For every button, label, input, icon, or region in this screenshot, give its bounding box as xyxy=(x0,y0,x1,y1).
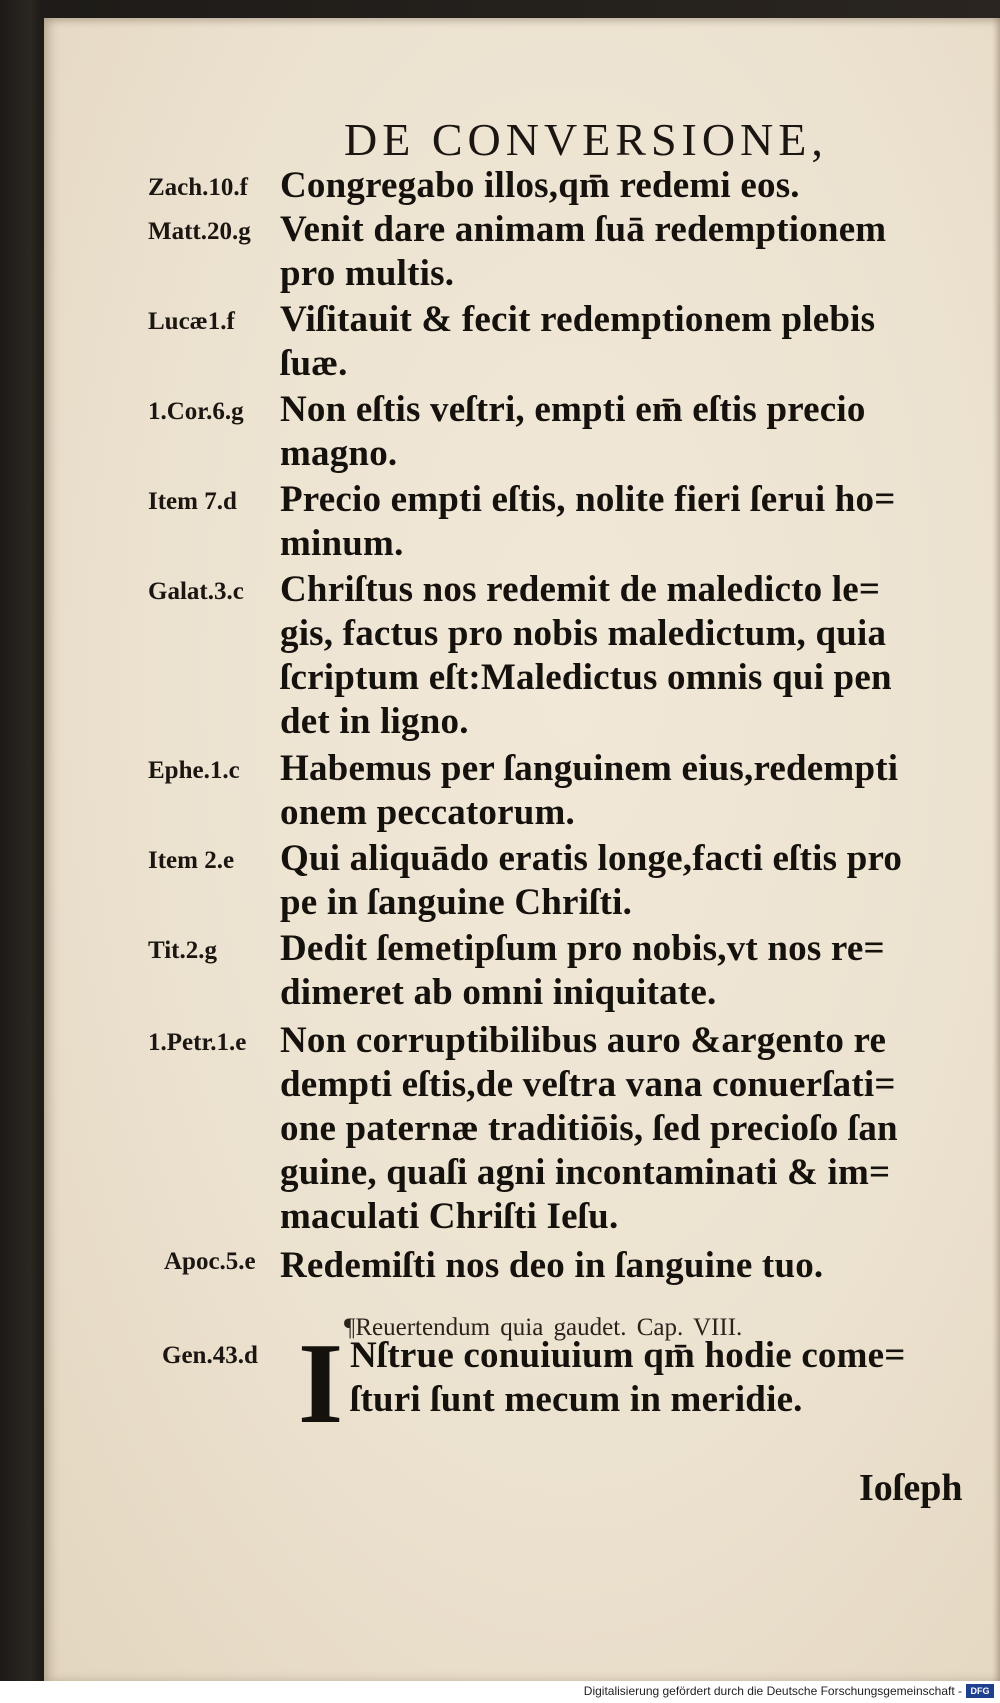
verse-text xyxy=(280,1019,980,1239)
verse-line: Dedit ſemetipſum pro nobis,vt nos re= xyxy=(280,928,885,969)
verse-line: Congregabo illos,qm̄ redemi eos. xyxy=(280,165,800,206)
verse-line: det in ligno. xyxy=(280,701,469,742)
verse-line: maculati Chriſti Ieſu. xyxy=(280,1196,619,1237)
verse-line: Nſtrue conuiuium qm̄ hodie come= xyxy=(350,1335,906,1376)
verse-text xyxy=(350,1334,1000,1422)
verse-text xyxy=(280,1244,980,1288)
verse-line: Precio empti eſtis, nolite fieri ſerui ho= xyxy=(280,479,896,520)
marginal-reference: Item 7.d xyxy=(148,488,237,515)
verse-line: pe in ſanguine Chriſti. xyxy=(280,882,633,923)
running-header: DE CONVERSIONE, xyxy=(344,114,828,165)
verse-line: onem peccatorum. xyxy=(280,792,576,833)
verse-line: gis, factus pro nobis maledictum, quia xyxy=(280,613,887,654)
verse-line: guine, quaſi agni incontaminati & im= xyxy=(280,1152,891,1193)
verse-line: magno. xyxy=(280,433,398,474)
marginal-reference: Gen.43.d xyxy=(162,1342,258,1369)
funding-footer: Digitalisierung gefördert durch die Deutsche Forschungsgemeinschaft - xyxy=(583,1684,962,1698)
verse-text xyxy=(280,164,980,208)
marginal-reference: Galat.3.c xyxy=(148,578,244,605)
verse-line: Redemiſti nos deo in ſanguine tuo. xyxy=(280,1245,824,1286)
dfg-logo: DFG xyxy=(966,1684,994,1698)
verse-line: Non corruptibilibus auro &argento re xyxy=(280,1020,887,1061)
marginal-reference: Apoc.5.e xyxy=(164,1248,256,1275)
verse-text xyxy=(280,927,980,1015)
paper-page xyxy=(44,18,1000,1681)
verse-line: minum. xyxy=(280,523,404,564)
verse-text xyxy=(280,568,980,744)
marginal-reference: 1.Cor.6.g xyxy=(148,398,244,425)
verse-line: ſturi ſunt mecum in meridie. xyxy=(350,1379,803,1420)
verse-text xyxy=(280,388,980,476)
marginal-reference: Zach.10.f xyxy=(148,174,248,201)
marginal-reference: Ephe.1.c xyxy=(148,757,240,784)
verse-line: Habemus per ſanguinem eius,redempti xyxy=(280,748,899,789)
verse-text xyxy=(280,747,980,835)
verse-line: ſcriptum eſt:Maledictus omnis qui pen xyxy=(280,657,892,698)
verse-text xyxy=(280,208,980,296)
verse-line: pro multis. xyxy=(280,253,455,294)
verse-line: Non eſtis veſtri, empti em̄ eſtis precio xyxy=(280,389,866,430)
marginal-reference: 1.Petr.1.e xyxy=(148,1029,247,1056)
drop-initial: I xyxy=(298,1320,344,1448)
marginal-reference: Matt.20.g xyxy=(148,218,251,245)
verse-line: Viſitauit & fecit redemptionem plebis xyxy=(280,299,876,340)
marginal-reference: Item 2.e xyxy=(148,847,235,874)
verse-line: Venit dare animam ſuā redemptionem xyxy=(280,209,887,250)
verse-line: dempti eſtis,de veſtra vana conuerſati= xyxy=(280,1064,896,1105)
verse-line: Chriſtus nos redemit de maledicto le= xyxy=(280,569,881,610)
verse-line: dimeret ab omni iniquitate. xyxy=(280,972,717,1013)
verse-line: ſuæ. xyxy=(280,343,348,384)
verse-text xyxy=(280,298,980,386)
page-edge-shadow xyxy=(992,18,1000,1681)
verse-text xyxy=(280,837,980,925)
verse-line: one paternæ traditiōis, ſed precioſo ſan xyxy=(280,1108,898,1149)
verse-line: Qui aliquādo eratis longe,facti eſtis pro xyxy=(280,838,903,879)
chapter-rubric: ¶Reuertendum quia gaudet. Cap. VIII. xyxy=(344,1314,743,1341)
marginal-reference: Lucæ1.f xyxy=(148,308,235,335)
catchword: Ioſeph xyxy=(859,1467,963,1509)
marginal-reference: Tit.2.g xyxy=(148,937,217,964)
verse-text xyxy=(280,478,980,566)
